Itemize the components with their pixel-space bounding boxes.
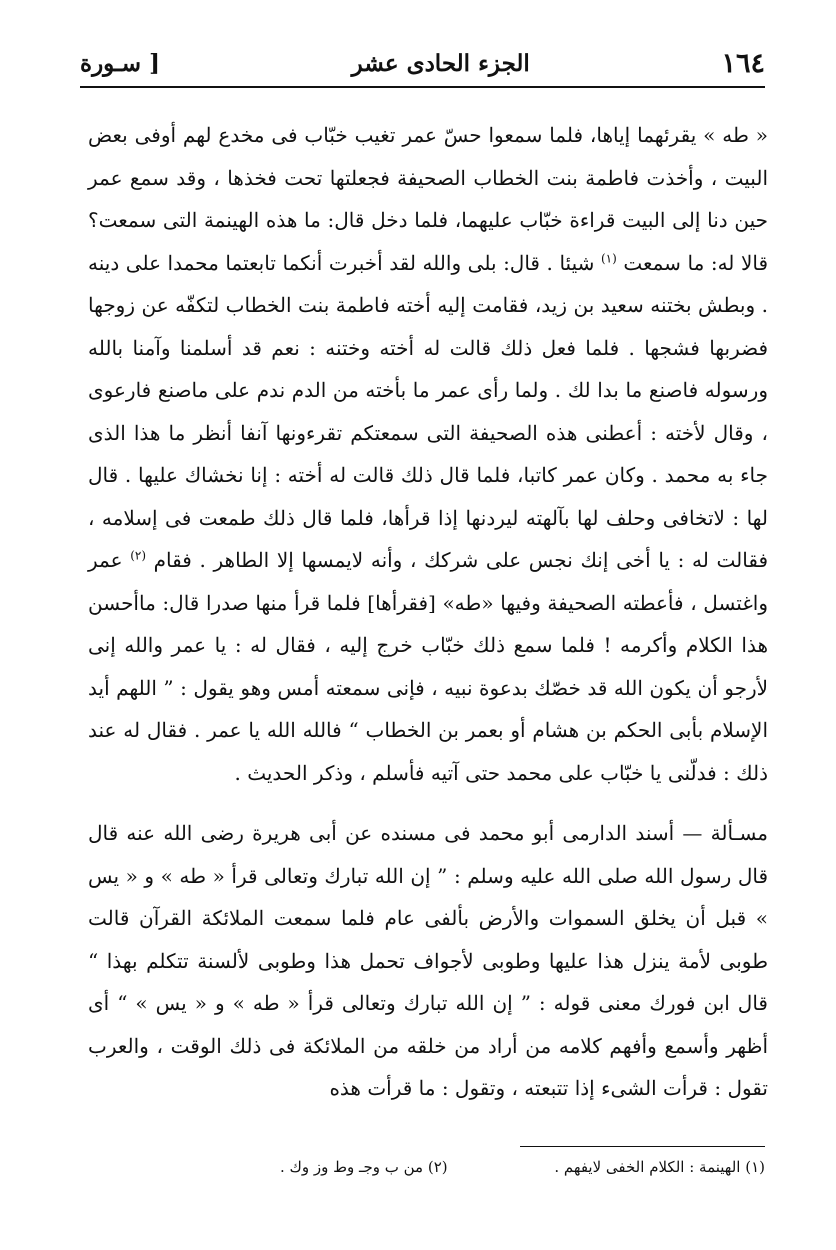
text-line: فى إسلامه ، فقالت له : يا أخى إنك نجس على شركك ، وأنه لايمسها إلا الطاهر . فقام (88, 505, 768, 572)
text-line: قالت له أخته وختنه : نعم قد أسلمنا وآمنا بالله ورسوله فاصنع ما بدا لك . ولما رأى عمر (88, 335, 768, 402)
text-line: الله تبارك وتعالى قرأ « طه » و « يس » “ أى أظهر وأسمع وأفهم كلامه من أراد من خلقه من (88, 991, 769, 1058)
page-header (80, 40, 765, 88)
footnote-2: (٢) من ب وجـ وط وز وك . (280, 1158, 448, 1176)
paragraph-masala (88, 812, 768, 1110)
text-line: وأخذت فاطمة بنت الخطاب الصحيفة فجعلتها تحت فخذها ، وقد سمع عمر حين دنا إلى (88, 165, 768, 232)
text-line: « طه » يقرئهما إياها، فلما سمعوا حسّ عمر تغيب خبّاب فى مخدع لهم أوفى بعض البيت ، (88, 123, 768, 190)
text-line: مسـألة — أسند الدارمى أبو محمد فى مسنده عن أبى هريرة رضى الله عنه قال قال (88, 821, 768, 888)
footnotes (280, 1158, 765, 1176)
text-line: رسول الله صلى الله عليه وسلم : ” إن الله تبارك وتعالى قرأ « طه » و « يس » قبل أن يخلق (88, 863, 769, 930)
main-text (88, 114, 768, 1110)
text-line: شيئا . قال: بلى والله لقد أخبرت أنكما تابعتما محمدا على دينه . وبطش بختنه سعيد بن زيد، (88, 250, 768, 317)
text-line: عمر واغتسل ، فأعطته الصحيفة وفيها «طه» [فقرأها] فلما قرأ منها صدرا قال: ماأحسن هذا (88, 548, 768, 657)
footnote-marker-1: (١) (600, 250, 617, 265)
text-line: فقامت إليه أخته فاطمة بنت الخطاب لتكفّه عن زوجها فضربها فشجها . فلما فعل ذلك (88, 293, 769, 360)
text-line: الكلام وأكرمه ! فلما سمع ذلك خبّاب خرج إليه ، فقال له : يا عمر والله إنى لأرجو أن (88, 633, 769, 700)
running-title: الجزء الحادى عشر (351, 49, 530, 77)
text-line: يكون الله قد خصّك بدعوة نبيه ، فإنى سمعته أمس وهو يقول : ” اللهم أيد الإسلام (88, 675, 769, 742)
page-number: ١٦٤ (721, 47, 765, 79)
paragraph-narrative (88, 114, 768, 794)
footnote-marker-2: (٢) (130, 548, 147, 563)
text-line: تقرءونها آنفا أنظر ما هذا الذى جاء به محمد . وكان عمر كاتبا، فلما قال ذلك قالت له أخته : (88, 420, 768, 487)
text-line: بأبى الحكم بن هشام أو بعمر بن الخطاب “ فالله الله يا عمر . فقال له عند ذلك : فدلّنى (88, 718, 768, 785)
footnote-divider (520, 1146, 765, 1147)
text-line: إنا نخشاك عليها . قال لها : لاتخافى وحلف لها بآلهته ليردنها إذا قرأها، فلما قال ذلك طمعت (88, 463, 768, 530)
text-line: وطوبى لأجواف تحمل هذا وطوبى لألسنة تتكلم بهذا “ قال ابن فورك معنى قوله : ” إن (88, 948, 768, 1015)
footnote-1: (١) الهينمة : الكلام الخفى لايفهم . (554, 1158, 765, 1176)
text-line: يا خبّاب على محمد حتى آتيه فأسلم ، وذكر الحديث . (234, 760, 662, 785)
text-line: الملائكة فى ذلك الوقت ، والعرب تقول : قرأت الشىء إذا تتبعته ، وتقول : ما قرأت هذه (88, 1033, 768, 1100)
text-line: السموات والأرض بألفى عام فلما سمعت الملائكة القرآن قالت طوبى لأمة ينزل هذا عليها (88, 906, 769, 973)
text-line: ما بأخته من الدم ندم على ماصنع فارعوى ، وقال لأخته : أعطنى هذه الصحيفة التى سمعتكم (88, 378, 768, 445)
text-line: البيت قراءة خبّاب عليهما، فلما دخل قال: ما هذه الهينمة التى سمعت؟ قالا له: ما سمعت (88, 208, 769, 275)
surah-label: [ سـورة (80, 49, 160, 77)
